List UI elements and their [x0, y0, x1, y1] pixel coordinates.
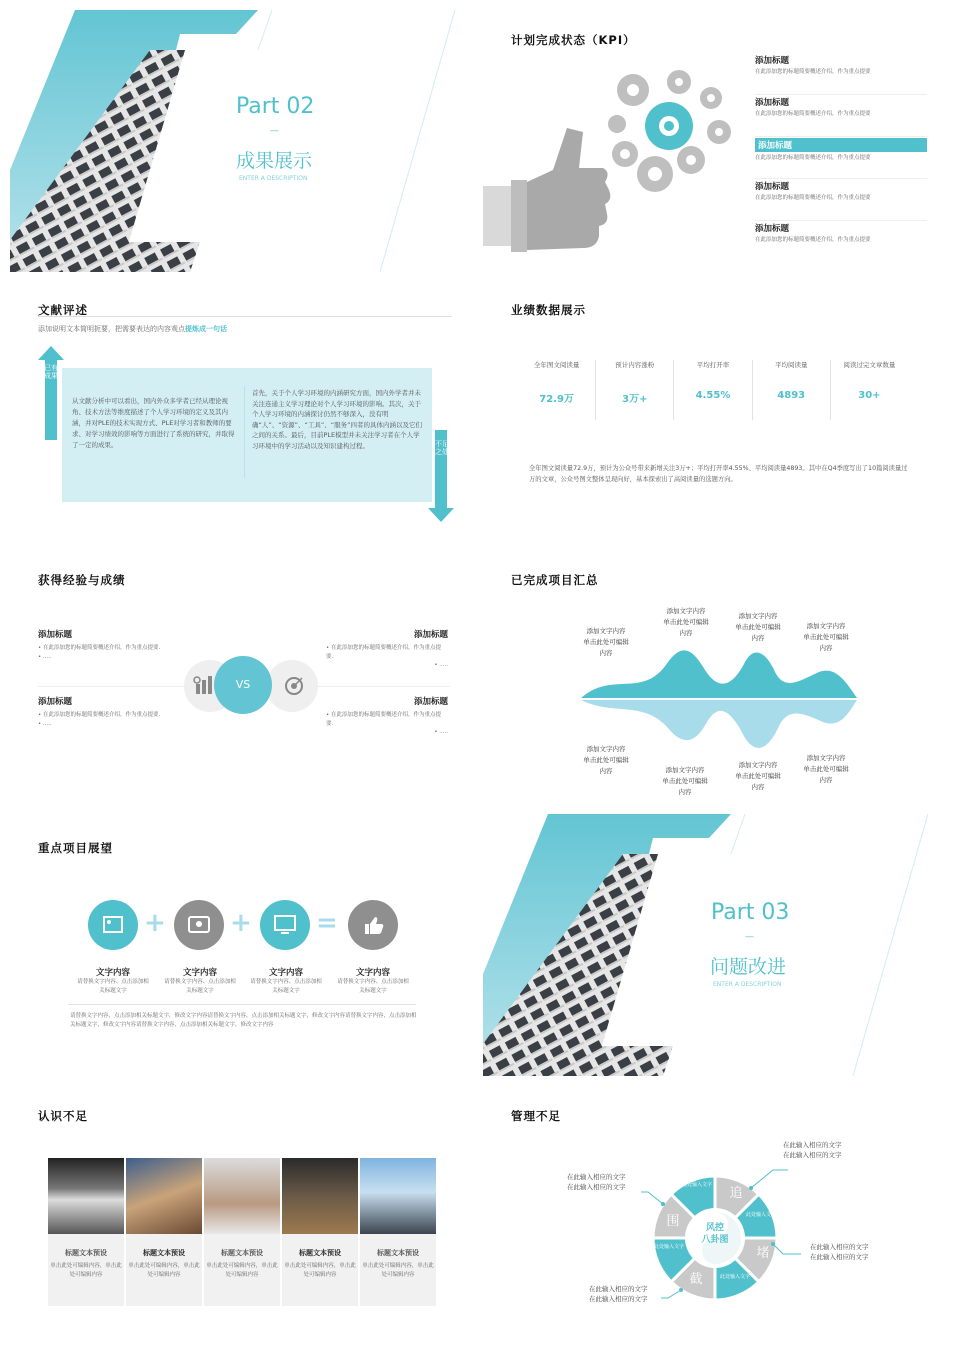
- building-graphic: [483, 814, 933, 1076]
- exp-card-more: • .....: [434, 662, 448, 668]
- stat-label: 预计内容涨粉: [615, 361, 655, 369]
- label-line: 添加文字内容: [586, 745, 626, 753]
- card-head: 标题文本预设: [299, 1249, 341, 1257]
- step-desc: 请替换文字内容、点击添加相关标题文字: [250, 979, 322, 994]
- subtitle-emphasis: 提炼成一句话: [185, 325, 227, 333]
- steps-divider: [68, 1004, 416, 1005]
- kpi-item-desc: 在此添加您的标题简要概述介绍，作为重点提要: [755, 69, 871, 75]
- slide-title: 已完成项目汇总: [511, 573, 599, 587]
- card-desc: 单击此处可编辑内容，单击此处可编辑内容: [284, 1263, 356, 1278]
- label-line: 添加文字内容: [806, 622, 846, 630]
- wave-label: [791, 621, 861, 654]
- label-line: 单击此处可编辑: [803, 765, 849, 773]
- note-line: 在此输入相应的文字: [783, 1151, 842, 1159]
- info-card: [282, 1158, 358, 1306]
- exp-card: [302, 695, 448, 737]
- card-desc: 单击此处可编辑内容，单击此处可编辑内容: [206, 1263, 278, 1278]
- left-text: 从文献分析中可以看出，国内外众多学者已经从理论视角、技术方法等维度描述了个人学习环境的定义及其内涵，并对PLE的技术实现方式、PLE对学习者和教师的要求、对学习绩效的影响等方面进行了系统的研究，并取得了一定的成果。: [72, 397, 235, 449]
- card-image: [126, 1158, 202, 1234]
- label-line: 单击此处可编辑: [735, 623, 781, 631]
- step-circle-1: [88, 900, 138, 950]
- label-line: 添加文字内容: [738, 761, 778, 769]
- stat-item: [518, 360, 596, 420]
- exp-card-desc: • 在此添加您的标题简要概述介绍，作为重点提要.: [326, 645, 442, 660]
- right-tag: 不足之处: [435, 440, 449, 456]
- wave-label: [651, 606, 721, 639]
- step-desc: 请替换文字内容、点击添加相关标题文字: [77, 979, 149, 994]
- label-line: 单击此处可编辑: [583, 638, 629, 646]
- kpi-item-head: 添加标题: [755, 138, 927, 152]
- stat-value: 4.55%: [695, 390, 731, 401]
- part-number: Part 03: [711, 900, 790, 925]
- outlook-desc: 请替换文字内容，点击添加相关标题文字，修改文字内容请替换文字内容，点击添加相关标题文字，修改文字内容请替换文字内容，点击添加相关标题文字，修改文字内容请替换文字内容，点击添加相关标题文字，修改文字内容: [70, 1013, 417, 1028]
- stat-label: 平均阅读量: [774, 361, 808, 369]
- seg-text: 此处输入文字: [745, 1212, 776, 1218]
- slide-management: [483, 1086, 933, 1348]
- stat-item: [831, 360, 908, 420]
- stat-value: 72.9万: [539, 394, 574, 405]
- label-line: 添加文字内容: [586, 627, 626, 635]
- note-line: 在此输入相应的文字: [589, 1285, 648, 1293]
- slide-awareness: [10, 1086, 460, 1348]
- slide-kpi: [483, 10, 933, 272]
- label-line: 单击此处可编辑: [803, 633, 849, 641]
- label-line: 单击此处可编辑: [735, 772, 781, 780]
- kpi-list: [755, 54, 927, 262]
- stat-value: 4893: [777, 390, 806, 401]
- note-line: 在此输入相应的文字: [810, 1253, 869, 1261]
- slide-outlook: [10, 818, 460, 1080]
- stat-item: [674, 360, 752, 420]
- card-desc: 单击此处可编辑内容，单击此处可编辑内容: [50, 1263, 122, 1278]
- note-line: 在此输入相应的文字: [783, 1141, 842, 1149]
- slide-title: 业绩数据展示: [511, 303, 586, 317]
- step-desc: 请替换文字内容、点击添加相关标题文字: [164, 979, 236, 994]
- step-head: 文字内容: [268, 968, 303, 978]
- wheel-center-label: [695, 1222, 735, 1246]
- exp-card: [38, 628, 188, 661]
- label-line: 内容: [599, 767, 613, 775]
- label-line: 单击此处可编辑: [662, 777, 708, 785]
- kpi-item-head: 添加标题: [755, 224, 790, 234]
- label-line: 内容: [751, 634, 765, 642]
- card-image: [282, 1158, 358, 1234]
- exp-card: [302, 628, 448, 670]
- label-line: 内容: [678, 788, 692, 796]
- label-line: 添加文字内容: [665, 766, 705, 774]
- exp-card-desc: • 在此添加您的标题简要概述介绍，作为重点提要.: [38, 712, 161, 718]
- step-head: 文字内容: [95, 968, 130, 978]
- step-circle-4: [348, 900, 398, 950]
- part-number: Part 02: [236, 94, 315, 119]
- exp-card-more-text: .....: [439, 729, 448, 735]
- picture-icon: [88, 900, 138, 950]
- section-title: 成果展示: [236, 150, 313, 172]
- stat-value: 30+: [858, 390, 881, 401]
- seg-zhui: 追: [729, 1186, 743, 1201]
- stat-label: 全年图文阅读量: [533, 361, 580, 369]
- label-line: 内容: [819, 644, 833, 652]
- seg-text: 此处输入文字: [653, 1244, 684, 1250]
- slide-projects-summary: [483, 550, 933, 812]
- plus-icon: +: [230, 908, 252, 938]
- stat-label: 阅读过完文章数量: [843, 361, 896, 369]
- stat-value: 3万+: [622, 394, 648, 405]
- performance-desc: 全年图文阅读量72.9万，预计为公众号带来新增关注3万+；平均打开率4.55%、平均阅读量4893。其中在Q4季度写出了10篇阅读量过万的文章，公众号图文整体呈现向好，基本探索出了高阅读量的选题方向。: [529, 465, 908, 483]
- wave-label: [723, 760, 793, 793]
- card-head: 标题文本预设: [377, 1249, 419, 1257]
- exp-card-head: 添加标题: [413, 630, 448, 640]
- note-bottom-left: [589, 1284, 648, 1304]
- kpi-item: [755, 180, 927, 221]
- kpi-item-head: 添加标题: [755, 98, 790, 108]
- kpi-item: [755, 54, 927, 95]
- info-card: [360, 1158, 436, 1306]
- kpi-item: [755, 222, 927, 262]
- exp-card-desc-text: 在此添加您的标题简要概述介绍，作为重点提要.: [326, 645, 442, 660]
- card-image: [48, 1158, 124, 1234]
- slide-title: 计划完成状态（KPI）: [511, 33, 636, 47]
- exp-card-head: 添加标题: [38, 630, 73, 640]
- title-divider: [38, 316, 452, 317]
- note-line: 在此输入相应的文字: [810, 1243, 869, 1251]
- thumbs-up-icon: [348, 900, 398, 950]
- seg-jie: 截: [689, 1272, 703, 1287]
- divider-dash: —: [745, 932, 754, 942]
- note-top-right: [783, 1140, 842, 1160]
- exp-card-more: • .....: [38, 653, 52, 660]
- target-icon: [266, 660, 318, 712]
- kpi-item-desc: 在此添加您的标题简要概述介绍，作为重点提要: [755, 237, 871, 243]
- exp-card-desc: • 在此添加您的标题简要概述介绍，作为重点提要.: [38, 645, 161, 651]
- wave-label: [571, 744, 641, 777]
- building-graphic: [10, 10, 460, 272]
- thumb-gears-illustration: [483, 50, 748, 270]
- kpi-item-head: 添加标题: [755, 56, 790, 66]
- step-circle-3: [260, 900, 310, 950]
- kpi-item: [755, 96, 927, 137]
- step-head: 文字内容: [182, 968, 217, 978]
- seg-du: 堵: [756, 1246, 770, 1261]
- plus-icon: +: [144, 908, 166, 938]
- note-top-left: [567, 1172, 626, 1192]
- target-icon-circle: [266, 660, 318, 712]
- kpi-item-highlight: [755, 138, 927, 179]
- kpi-item-desc: 在此添加您的标题简要概述介绍，作为重点提要: [755, 195, 871, 201]
- stat-label: 平均打开率: [696, 361, 730, 369]
- section-title: 问题改进: [710, 956, 787, 978]
- exp-card-head: 添加标题: [413, 697, 448, 707]
- card-head: 标题文本预设: [143, 1249, 185, 1257]
- column-divider: [244, 386, 245, 478]
- exp-card-desc-text: 在此添加您的标题简要概述介绍，作为重点提要.: [43, 645, 161, 651]
- kpi-item-desc: 在此添加您的标题简要概述介绍，作为重点提要: [755, 111, 871, 117]
- exp-card-more-text: .....: [43, 653, 52, 660]
- exp-card: [38, 695, 188, 728]
- slide-part03: [483, 814, 933, 1076]
- step-text: [241, 966, 331, 995]
- bagua-wheel: [483, 1086, 933, 1348]
- card-image: [360, 1158, 436, 1234]
- subtitle-text: 添加说明文本简明扼要，把需要表达的内容观点: [38, 325, 185, 333]
- slide-performance: [483, 280, 933, 542]
- divider-dash: —: [270, 126, 279, 136]
- wave-label: [723, 611, 793, 644]
- seg-text: 此处输入文字: [719, 1274, 750, 1280]
- slide-title: 管理不足: [511, 1109, 561, 1123]
- kpi-item-desc: 在此添加您的标题简要概述介绍，作为重点提要: [755, 155, 871, 161]
- left-tag: 已有成果: [44, 364, 58, 380]
- slide-title: 认识不足: [38, 1109, 88, 1123]
- center-line-1: 风控: [705, 1223, 724, 1233]
- label-line: 添加文字内容: [806, 754, 846, 762]
- label-line: 内容: [679, 629, 693, 637]
- exp-card-head: 添加标题: [38, 697, 73, 707]
- up-arrow-icon: [38, 346, 64, 442]
- tv-icon: [174, 900, 224, 950]
- seg-text: 此处输入文字: [681, 1182, 712, 1188]
- kpi-item-head: 添加标题: [755, 182, 790, 192]
- equals-icon: =: [316, 908, 338, 938]
- note-line: 在此输入相应的文字: [589, 1295, 648, 1303]
- exp-card-desc-text: 在此添加您的标题简要概述介绍，作为重点提要.: [43, 712, 161, 718]
- stat-item: [596, 360, 674, 420]
- info-card: [126, 1158, 202, 1306]
- card-image: [204, 1158, 280, 1234]
- label-line: 内容: [819, 776, 833, 784]
- wave-label: [649, 765, 721, 798]
- exp-card-desc: • 在此添加您的标题简要概述介绍，作为重点提要.: [326, 712, 442, 727]
- label-line: 单击此处可编辑: [663, 618, 709, 626]
- stats-row: [518, 360, 908, 420]
- step-text: [155, 966, 245, 995]
- slide-title: 获得经验与成绩: [38, 573, 126, 587]
- exp-card-more-text: .....: [439, 662, 448, 668]
- exp-card-more: • .....: [38, 720, 52, 727]
- label-line: 内容: [599, 649, 613, 657]
- step-head: 文字内容: [355, 968, 390, 978]
- section-subtitle: ENTER A DESCRIPTION: [713, 981, 782, 988]
- stat-item: [753, 360, 831, 420]
- wave-label: [791, 753, 861, 786]
- slide-subtitle: [38, 324, 227, 334]
- note-line: 在此输入相应的文字: [567, 1173, 626, 1181]
- step-desc: 请替换文字内容、点击添加相关标题文字: [337, 979, 409, 994]
- exp-card-desc-text: 在此添加您的标题简要概述介绍，作为重点提要.: [326, 712, 442, 727]
- exp-card-more-text: .....: [43, 720, 52, 727]
- label-line: 添加文字内容: [738, 612, 778, 620]
- note-bottom-right: [810, 1242, 869, 1262]
- right-text: 首先，关于个人学习环境的内涵研究方面，国内外学者并未关注连通主义学习理论对个人学习环境的影响。其次，关于个人学习环境的内涵探讨仍然不够深入，没有明确“人”、“资源”、“工具”、“服务”四者的具体内涵以及它们之间的关系。最后，目前PLE模型并未关注学习者在个人学习环境中的学习活动以及知识建构过程。: [252, 389, 422, 450]
- monitor-icon: [260, 900, 310, 950]
- card-desc: 单击此处可编辑内容，单击此处可编辑内容: [362, 1263, 434, 1278]
- vs-badge: VS: [214, 656, 272, 714]
- slide-title: 重点项目展望: [38, 841, 113, 855]
- note-line: 在此输入相应的文字: [567, 1183, 626, 1191]
- slide-part02: [10, 10, 460, 272]
- exp-card-more: • .....: [434, 729, 448, 735]
- label-line: 添加文字内容: [666, 607, 706, 615]
- step-text: [68, 966, 158, 995]
- step-text: [328, 966, 418, 995]
- center-line-2: 八卦图: [701, 1235, 729, 1245]
- step-circle-2: [174, 900, 224, 950]
- info-card: [204, 1158, 280, 1306]
- info-card: [48, 1158, 124, 1306]
- slide-literature: [10, 280, 460, 542]
- section-subtitle: ENTER A DESCRIPTION: [239, 175, 308, 182]
- label-line: 单击此处可编辑: [583, 756, 629, 764]
- seg-wei: 围: [666, 1214, 680, 1229]
- slide-title: 文献评述: [38, 303, 88, 317]
- card-desc: 单击此处可编辑内容，单击此处可编辑内容: [128, 1263, 200, 1278]
- card-head: 标题文本预设: [221, 1249, 263, 1257]
- slide-experience: [10, 550, 460, 812]
- wave-label: [571, 626, 641, 659]
- label-line: 内容: [751, 783, 765, 791]
- card-head: 标题文本预设: [65, 1249, 107, 1257]
